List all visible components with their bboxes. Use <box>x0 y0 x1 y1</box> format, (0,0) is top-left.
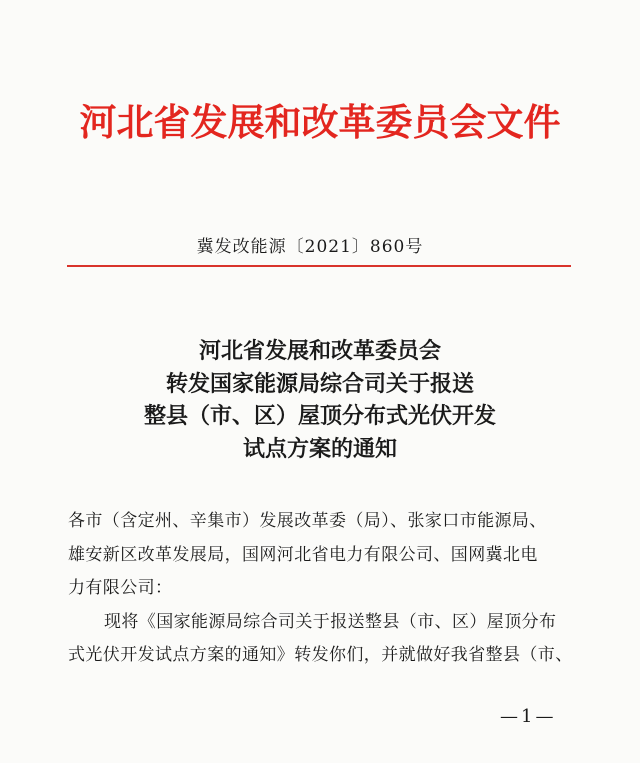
addressee-line: 力有限公司： <box>68 578 173 598</box>
issuer-banner: 河北省发展和改革委员会文件 <box>79 101 561 144</box>
red-divider <box>67 265 571 267</box>
paragraph-line: 式光伏开发试点方案的通知》转发你们，并就做好我省整县（市、 <box>68 645 573 665</box>
title-line: 河北省发展和改革委员会 <box>198 338 441 364</box>
page-number: —1— <box>500 706 557 727</box>
paragraph-line: 现将《国家能源局综合司关于报送整县（市、区）屋顶分布 <box>104 611 557 632</box>
document-title <box>0 335 640 465</box>
document-body <box>68 505 573 673</box>
title-line: 整县（市、区）屋顶分布式光伏开发 <box>143 403 496 429</box>
document-number: 冀发改能源〔2021〕860号 <box>196 237 424 257</box>
title-line: 转发国家能源局综合司关于报送 <box>165 370 474 397</box>
addressee-line: 各市（含定州、辛集市）发展改革委（局）、张家口市能源局、 <box>68 511 547 531</box>
title-line: 试点方案的通知 <box>242 435 397 462</box>
addressee-line: 雄安新区改革发展局，国网河北省电力有限公司、国网冀北电 <box>68 544 538 565</box>
